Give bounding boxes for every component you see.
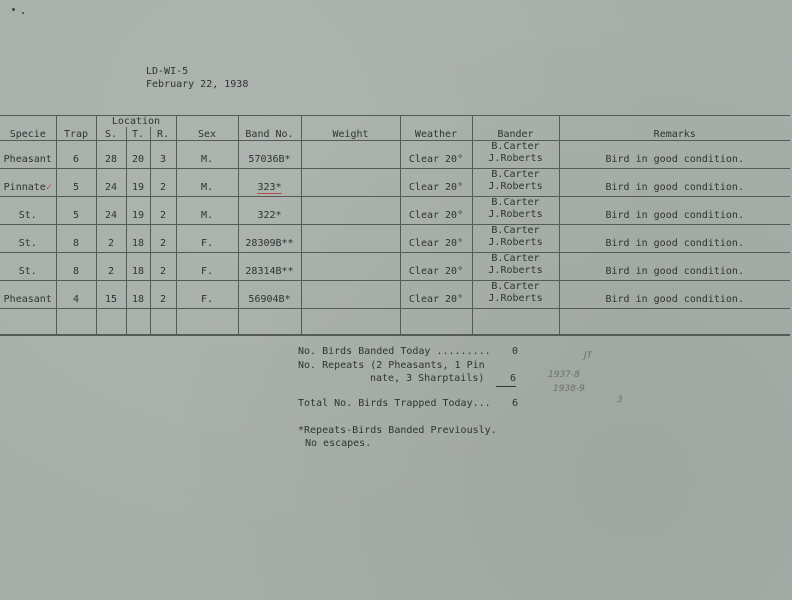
bander-name: B.Carter — [491, 197, 540, 208]
cell-bander — [472, 281, 559, 309]
col-header-bander: Bander — [472, 127, 559, 141]
cell-weather: Clear 20° — [400, 169, 472, 197]
cell-weight — [301, 225, 400, 253]
summary-trapped-today-value: 6 — [512, 398, 519, 409]
blank-header — [56, 116, 96, 128]
col-header-range: R. — [150, 127, 176, 141]
cell-township: 18 — [126, 225, 150, 253]
cell-section: 2 — [96, 253, 126, 281]
cell-specie: St. — [0, 225, 56, 253]
cell-band-no: 28309B** — [238, 225, 301, 253]
cell-range: 2 — [150, 197, 176, 225]
blank-header — [472, 116, 559, 128]
cell-trap: 5 — [56, 197, 96, 225]
blank-header — [400, 116, 472, 128]
banding-table — [0, 115, 790, 336]
cell-section: 15 — [96, 281, 126, 309]
cell-specie: Pheasant — [0, 281, 56, 309]
col-header-section: S. — [96, 127, 126, 141]
cell-band-no — [238, 169, 301, 197]
cell-bander — [472, 197, 559, 225]
cell-weight — [301, 281, 400, 309]
bander-name: B.Carter — [491, 169, 540, 180]
empty-cell — [0, 309, 56, 336]
col-header-township: T. — [126, 127, 150, 141]
summary-banded-today — [298, 345, 491, 358]
empty-cell — [56, 309, 96, 336]
cell-weight — [301, 253, 400, 281]
cell-township: 18 — [126, 253, 150, 281]
col-header-band-no: Band No. — [238, 127, 301, 141]
col-header-sex: Sex — [176, 127, 238, 141]
empty-cell — [96, 309, 126, 336]
empty-cell — [559, 309, 790, 336]
specie-text: Pinnate — [3, 182, 46, 193]
cell-sex: M. — [176, 197, 238, 225]
ink-speck — [12, 8, 15, 11]
cell-township: 19 — [126, 169, 150, 197]
cell-sex: M. — [176, 141, 238, 169]
cell-trap: 5 — [56, 169, 96, 197]
blank-header — [301, 116, 400, 128]
cell-trap: 8 — [56, 253, 96, 281]
cell-remarks: Bird in good condition. — [559, 281, 790, 309]
cell-sex: M. — [176, 169, 238, 197]
empty-cell — [301, 309, 400, 336]
cell-range: 2 — [150, 225, 176, 253]
cell-weather: Clear 20° — [400, 141, 472, 169]
cell-bander — [472, 225, 559, 253]
bander-name: J.Roberts — [488, 237, 543, 248]
cell-range: 3 — [150, 141, 176, 169]
table-row — [0, 253, 790, 281]
cell-township: 19 — [126, 197, 150, 225]
col-header-specie: Specie — [0, 127, 56, 141]
footnote-repeats: *Repeats-Birds Banded Previously. — [298, 425, 497, 436]
blank-header — [0, 116, 56, 128]
table-row — [0, 141, 790, 169]
bander-name: B.Carter — [491, 141, 540, 152]
bander-name: J.Roberts — [488, 265, 543, 276]
cell-band-no: 28314B** — [238, 253, 301, 281]
empty-cell — [150, 309, 176, 336]
pencil-annotation: 3 — [617, 395, 623, 405]
cell-remarks: Bird in good condition. — [559, 225, 790, 253]
cell-township: 20 — [126, 141, 150, 169]
bander-name: J.Roberts — [488, 293, 543, 304]
cell-specie: St. — [0, 253, 56, 281]
cell-band-no: 57036B* — [238, 141, 301, 169]
cell-section: 28 — [96, 141, 126, 169]
col-header-weight: Weight — [301, 127, 400, 141]
band-no-text: 323* — [257, 182, 282, 193]
cell-range: 2 — [150, 253, 176, 281]
cell-remarks: Bird in good condition. — [559, 141, 790, 169]
empty-cell — [176, 309, 238, 336]
cell-trap: 6 — [56, 141, 96, 169]
cell-weather: Clear 20° — [400, 281, 472, 309]
table-row — [0, 281, 790, 309]
table-row-empty — [0, 309, 790, 336]
col-header-trap: Trap — [56, 127, 96, 141]
col-header-remarks: Remarks — [559, 127, 790, 141]
table-row — [0, 169, 790, 197]
cell-section: 24 — [96, 197, 126, 225]
ink-speck — [22, 12, 24, 14]
summary-repeats-value: 6 — [496, 372, 516, 387]
pencil-annotation: 1937-8 — [548, 370, 580, 380]
cell-weather: Clear 20° — [400, 253, 472, 281]
cell-weight — [301, 141, 400, 169]
cell-bander — [472, 141, 559, 169]
summary-repeats-line2: nate, 3 Sharptails) — [370, 373, 485, 384]
cell-township: 18 — [126, 281, 150, 309]
col-header-weather: Weather — [400, 127, 472, 141]
cell-specie: St. — [0, 197, 56, 225]
location-header: Location — [96, 116, 176, 128]
cell-trap: 4 — [56, 281, 96, 309]
summary-banded-today-value: 0 — [512, 346, 519, 357]
cell-range: 2 — [150, 281, 176, 309]
pencil-annotation: JT — [584, 351, 593, 361]
summary-trapped-today: Total No. Birds Trapped Today... — [298, 398, 491, 409]
cell-weight — [301, 169, 400, 197]
record-date: February 22, 1938 — [146, 79, 249, 90]
cell-specie — [0, 169, 56, 197]
cell-sex: F. — [176, 281, 238, 309]
bander-name: B.Carter — [491, 253, 540, 264]
blank-header — [176, 116, 238, 128]
bander-name: B.Carter — [491, 281, 540, 292]
cell-section: 24 — [96, 169, 126, 197]
footnote-escapes: No escapes. — [305, 438, 372, 449]
cell-range: 2 — [150, 169, 176, 197]
cell-band-no: 56904B* — [238, 281, 301, 309]
cell-trap: 8 — [56, 225, 96, 253]
blank-header — [238, 116, 301, 128]
bander-name: J.Roberts — [488, 209, 543, 220]
bander-name: J.Roberts — [488, 181, 543, 192]
cell-section: 2 — [96, 225, 126, 253]
empty-cell — [472, 309, 559, 336]
cell-sex: F. — [176, 253, 238, 281]
cell-weather: Clear 20° — [400, 225, 472, 253]
blank-header — [559, 116, 790, 128]
cell-remarks: Bird in good condition. — [559, 253, 790, 281]
pencil-annotation: 1938-9 — [553, 384, 585, 394]
table-row — [0, 225, 790, 253]
cell-sex: F. — [176, 225, 238, 253]
empty-cell — [238, 309, 301, 336]
summary-repeats-line1: No. Repeats (2 Pheasants, 1 Pin — [298, 360, 485, 371]
table-row — [0, 197, 790, 225]
cell-weather: Clear 20° — [400, 197, 472, 225]
cell-specie: Pheasant — [0, 141, 56, 169]
record-id: LD-WI-5 — [146, 66, 189, 77]
empty-cell — [126, 309, 150, 336]
cell-weight — [301, 197, 400, 225]
summary-label: No. Birds Banded Today ......... — [298, 346, 491, 357]
cell-remarks: Bird in good condition. — [559, 197, 790, 225]
cell-band-no: 322* — [238, 197, 301, 225]
bander-name: J.Roberts — [488, 153, 543, 164]
empty-cell — [400, 309, 472, 336]
check-mark-icon: ✓ — [45, 182, 52, 193]
cell-bander — [472, 169, 559, 197]
cell-bander — [472, 253, 559, 281]
bander-name: B.Carter — [491, 225, 540, 236]
cell-remarks: Bird in good condition. — [559, 169, 790, 197]
